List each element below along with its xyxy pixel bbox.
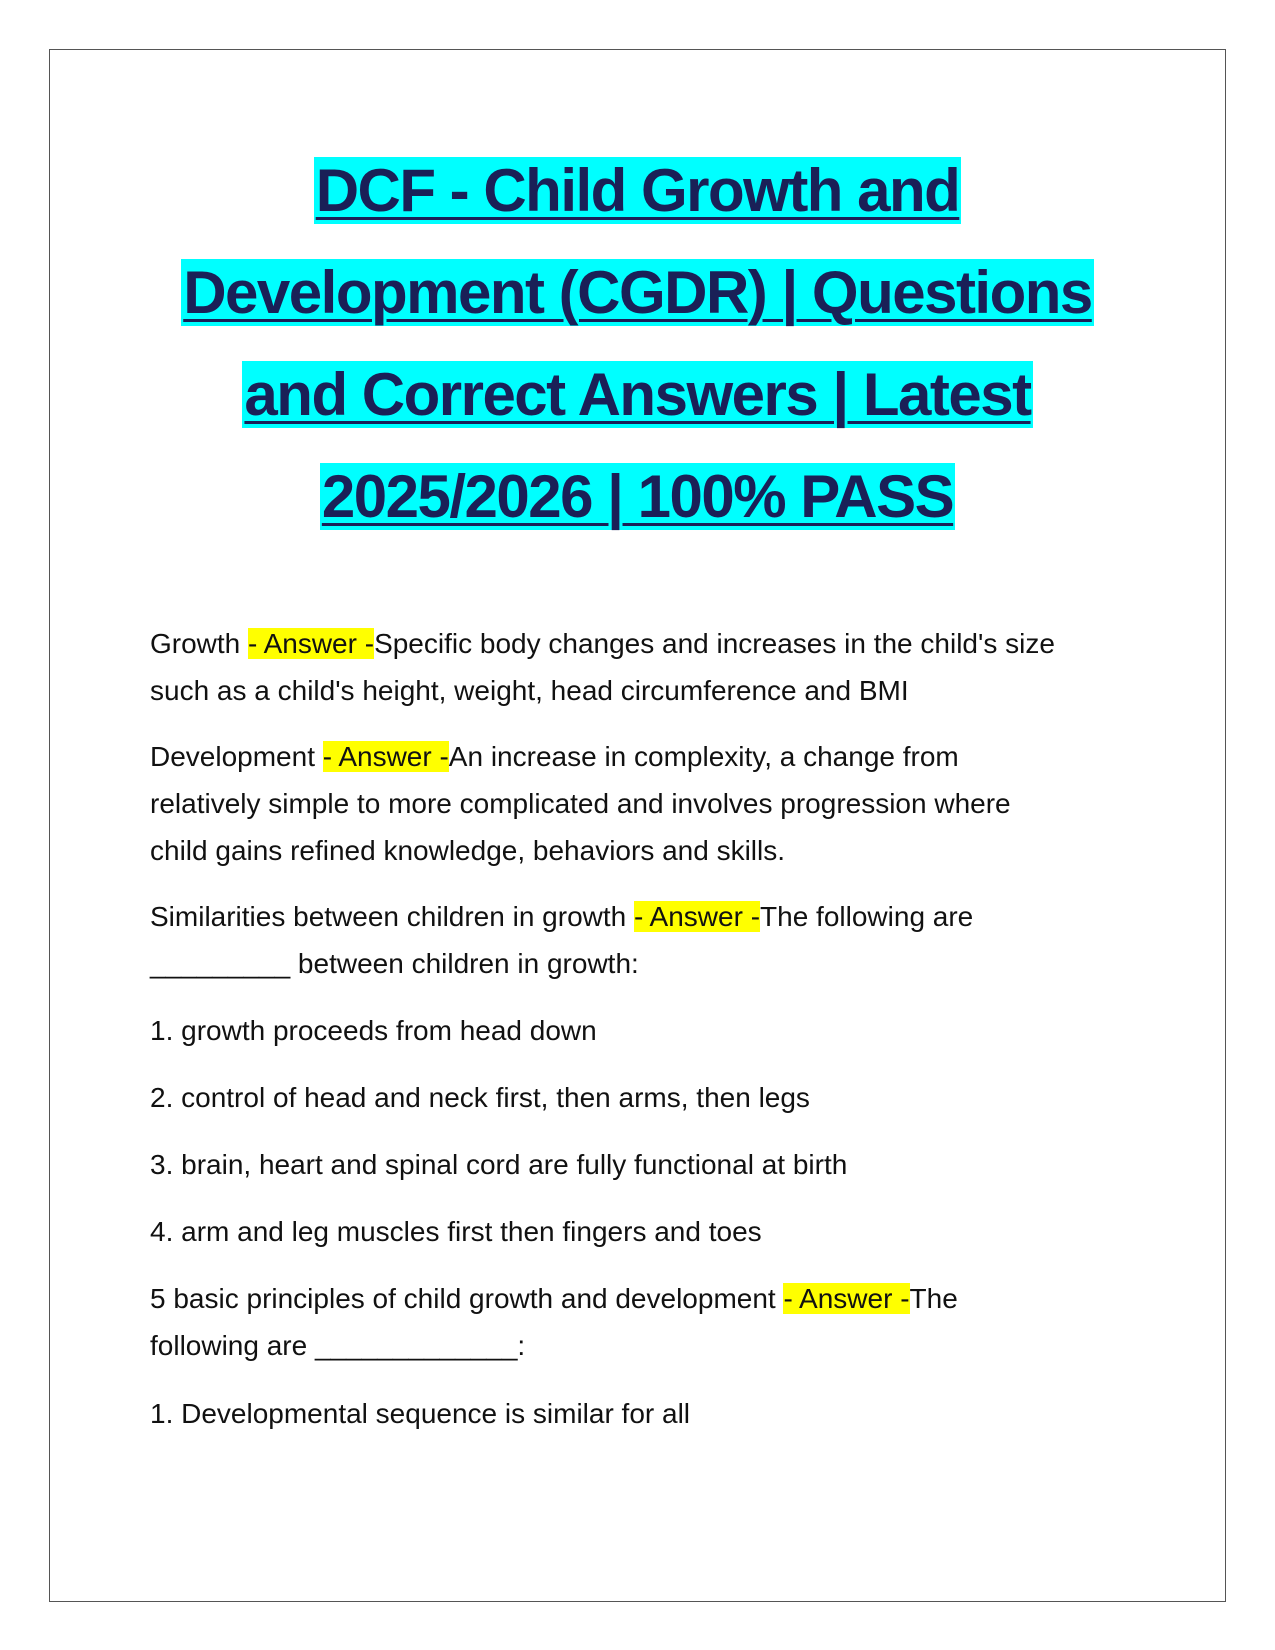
question-term: Growth <box>150 628 249 659</box>
answer-text: following are _____________: <box>150 1330 526 1361</box>
answer-text: The <box>909 1283 958 1314</box>
qa-growth <box>150 620 1140 714</box>
answer-text: The following are <box>760 901 974 932</box>
list-item: 1. Developmental sequence is similar for all <box>150 1398 691 1429</box>
list-item: 3. brain, heart and spinal cord are fully functional at birth <box>150 1149 848 1180</box>
answer-text: relatively simple to more complicated and involves progression where <box>150 788 1011 819</box>
title-line-4: 2025/2026 | 100% PASS <box>321 463 954 530</box>
qa-principles <box>150 1275 1140 1369</box>
title-line-3: and Correct Answers | Latest <box>244 361 1031 428</box>
list-item: 1. growth proceeds from head down <box>150 1015 597 1046</box>
answer-marker: - Answer - <box>634 901 761 932</box>
qa-similarities <box>150 893 1140 987</box>
list-item: 2. control of head and neck first, then arms, then legs <box>150 1082 810 1113</box>
question-term: 5 basic principles of child growth and development <box>150 1283 784 1314</box>
question-term: Development <box>150 741 323 772</box>
answer-text: _________ between children in growth: <box>150 948 639 979</box>
title-line-2: Development (CGDR) | Questions <box>183 259 1092 326</box>
answer-text: such as a child's height, weight, head circumference and BMI <box>150 675 909 706</box>
answer-text: Specific body changes and increases in the child's size <box>374 628 1055 659</box>
title-line-1: DCF - Child Growth and <box>315 157 960 224</box>
qa-development <box>150 733 1140 874</box>
list-item: 4. arm and leg muscles first then fingers and toes <box>150 1216 762 1247</box>
answer-marker: - Answer - <box>322 741 449 772</box>
answer-text: child gains refined knowledge, behaviors and skills. <box>150 835 786 866</box>
answer-marker: - Answer - <box>783 1283 910 1314</box>
question-term: Similarities between children in growth <box>150 901 634 932</box>
answer-text: An increase in complexity, a change from <box>448 741 959 772</box>
document-title <box>60 140 1215 548</box>
answer-marker: - Answer - <box>248 628 375 659</box>
